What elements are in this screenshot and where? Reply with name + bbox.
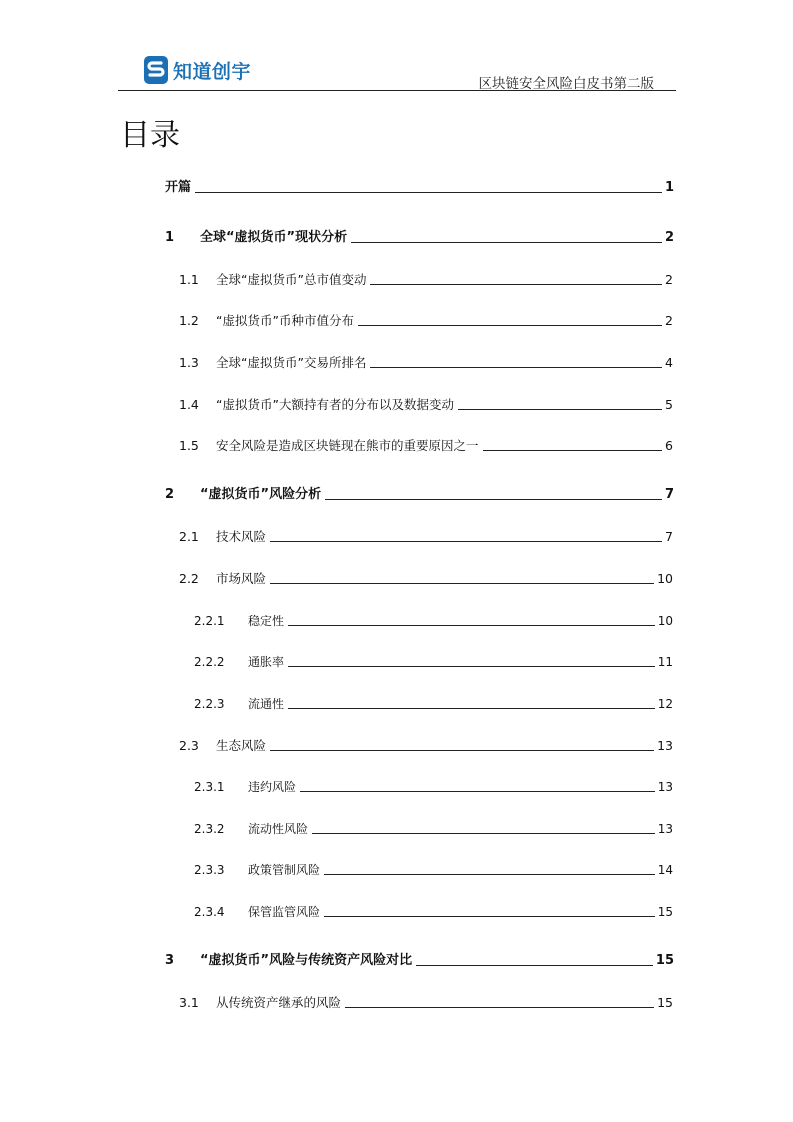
toc-entry-2-1[interactable] — [179, 528, 673, 546]
toc-entry-title: 违约风险 — [248, 780, 297, 794]
logo-text: 知道创宇 — [173, 60, 252, 83]
toc-entry-page: 13 — [657, 738, 673, 753]
toc-leader-line — [458, 409, 662, 410]
toc-entry-title: 生态风险 — [216, 738, 267, 753]
toc-entry-page: 15 — [655, 953, 674, 968]
toc-leader-line — [288, 625, 655, 626]
toc-leader-line — [312, 833, 655, 834]
toc-leader-line — [358, 325, 662, 326]
toc-entry-number: 2.3.2 — [194, 822, 225, 836]
toc-entry-title: 从传统资产继承的风险 — [216, 995, 342, 1010]
toc-entry-title: 流通性 — [248, 697, 285, 711]
toc-entry-page: 15 — [657, 905, 673, 919]
toc-entry-page: 15 — [657, 995, 673, 1010]
toc-leader-line — [324, 874, 655, 875]
toc-leader-line — [300, 791, 655, 792]
toc-entry-number: 1.3 — [179, 355, 199, 370]
toc-entry-1[interactable] — [165, 229, 674, 247]
toc-entry-number: 3.1 — [179, 995, 199, 1010]
toc-entry-page: 2 — [665, 313, 673, 328]
toc-entry-title: 全球“虚拟货币”总市值变动 — [216, 272, 367, 287]
toc-entry-title: 全球“虚拟货币”交易所排名 — [216, 355, 367, 370]
toc-entry-title: “虚拟货币”币种市值分布 — [216, 313, 354, 328]
toc-entry-2-3-1[interactable] — [194, 778, 673, 796]
toc-entry-2-3[interactable] — [179, 737, 673, 755]
toc-leader-line — [288, 666, 655, 667]
toc-entry-title: 政策管制风险 — [248, 863, 321, 877]
toc-leader-line — [195, 192, 662, 193]
toc-entry-number: 2.2 — [179, 571, 199, 586]
toc-leader-line — [416, 965, 653, 966]
toc-entry-3[interactable] — [165, 952, 674, 970]
toc-entry-opening[interactable] — [165, 179, 674, 197]
toc-entry-number: 3 — [165, 953, 175, 968]
toc-entry-2-2-3[interactable] — [194, 695, 673, 713]
header-divider — [118, 90, 676, 91]
toc-entry-title: 全球“虚拟货币”现状分析 — [200, 230, 348, 245]
toc-entry-1-5[interactable] — [179, 437, 673, 455]
toc-entry-2-2[interactable] — [179, 570, 673, 588]
toc-entry-number: 2.3.3 — [194, 863, 225, 877]
toc-entry-title: “虚拟货币”风险与传统资产风险对比 — [200, 953, 413, 968]
toc-leader-line — [270, 750, 654, 751]
toc-entry-page: 4 — [665, 355, 673, 370]
toc-entry-2[interactable] — [165, 486, 674, 504]
toc-entry-1-3[interactable] — [179, 354, 673, 372]
toc-leader-line — [325, 499, 662, 500]
toc-entry-2-2-1[interactable] — [194, 612, 673, 630]
toc-entry-page: 7 — [665, 529, 673, 544]
toc-entry-number: 2.2.1 — [194, 614, 225, 628]
toc-leader-line — [288, 708, 655, 709]
toc-entry-title: 安全风险是造成区块链现在熊市的重要原因之一 — [216, 438, 479, 453]
toc-entry-number: 2 — [165, 487, 175, 502]
toc-leader-line — [370, 367, 662, 368]
toc-entry-2-3-2[interactable] — [194, 820, 673, 838]
company-logo — [143, 54, 251, 86]
toc-leader-line — [270, 583, 654, 584]
toc-entry-page: 1 — [664, 180, 674, 195]
toc-entry-title: “虚拟货币”风险分析 — [200, 487, 322, 502]
toc-entry-title: 技术风险 — [216, 529, 267, 544]
toc-entry-title: 保管监管风险 — [248, 905, 321, 919]
toc-entry-number: 2.3 — [179, 738, 199, 753]
toc-entry-title: 流动性风险 — [248, 822, 309, 836]
toc-leader-line — [345, 1007, 654, 1008]
toc-entry-title: 稳定性 — [248, 614, 285, 628]
toc-entry-page: 2 — [665, 272, 673, 287]
toc-entry-1-4[interactable] — [179, 396, 673, 414]
toc-entry-number: 2.2.3 — [194, 697, 225, 711]
toc-leader-line — [483, 450, 662, 451]
toc-leader-line — [270, 541, 662, 542]
document-title: 区块链安全风险白皮书第二版 — [478, 76, 654, 92]
toc-entry-number: 1.4 — [179, 397, 199, 412]
toc-leader-line — [324, 916, 655, 917]
toc-entry-title: 市场风险 — [216, 571, 267, 586]
toc-entry-page: 6 — [665, 438, 673, 453]
toc-entry-page: 5 — [665, 397, 673, 412]
toc-entry-number: 2.3.4 — [194, 905, 225, 919]
toc-entry-number: 1.5 — [179, 438, 199, 453]
toc-entry-page: 11 — [657, 655, 673, 669]
toc-entry-page: 14 — [657, 863, 673, 877]
toc-entry-number: 2.1 — [179, 529, 199, 544]
toc-entry-1-1[interactable] — [179, 271, 673, 289]
toc-entry-page: 2 — [664, 230, 674, 245]
toc-entry-page: 10 — [657, 571, 673, 586]
toc-entry-2-3-4[interactable] — [194, 903, 673, 921]
toc-entry-page: 10 — [657, 614, 673, 628]
toc-heading: 目录 — [120, 118, 180, 153]
toc-entry-1-2[interactable] — [179, 312, 673, 330]
toc-entry-number: 1.2 — [179, 313, 199, 328]
logo-s-icon — [143, 55, 169, 85]
toc-entry-page: 13 — [657, 822, 673, 836]
toc-entry-page: 7 — [664, 487, 674, 502]
toc-entry-page: 13 — [657, 780, 673, 794]
toc-entry-number: 1.1 — [179, 272, 199, 287]
toc-entry-page: 12 — [657, 697, 673, 711]
toc-entry-number: 1 — [165, 230, 175, 245]
toc-entry-2-2-2[interactable] — [194, 653, 673, 671]
toc-entry-number: 2.3.1 — [194, 780, 225, 794]
toc-entry-title: 通胀率 — [248, 655, 285, 669]
toc-entry-number: 2.2.2 — [194, 655, 225, 669]
toc-leader-line — [370, 284, 662, 285]
toc-entry-title: “虚拟货币”大额持有者的分布以及数据变动 — [216, 397, 454, 412]
toc-leader-line — [351, 242, 662, 243]
toc-entry-2-3-3[interactable] — [194, 861, 673, 879]
toc-entry-3-1[interactable] — [179, 994, 673, 1012]
toc-entry-title: 开篇 — [165, 180, 192, 195]
